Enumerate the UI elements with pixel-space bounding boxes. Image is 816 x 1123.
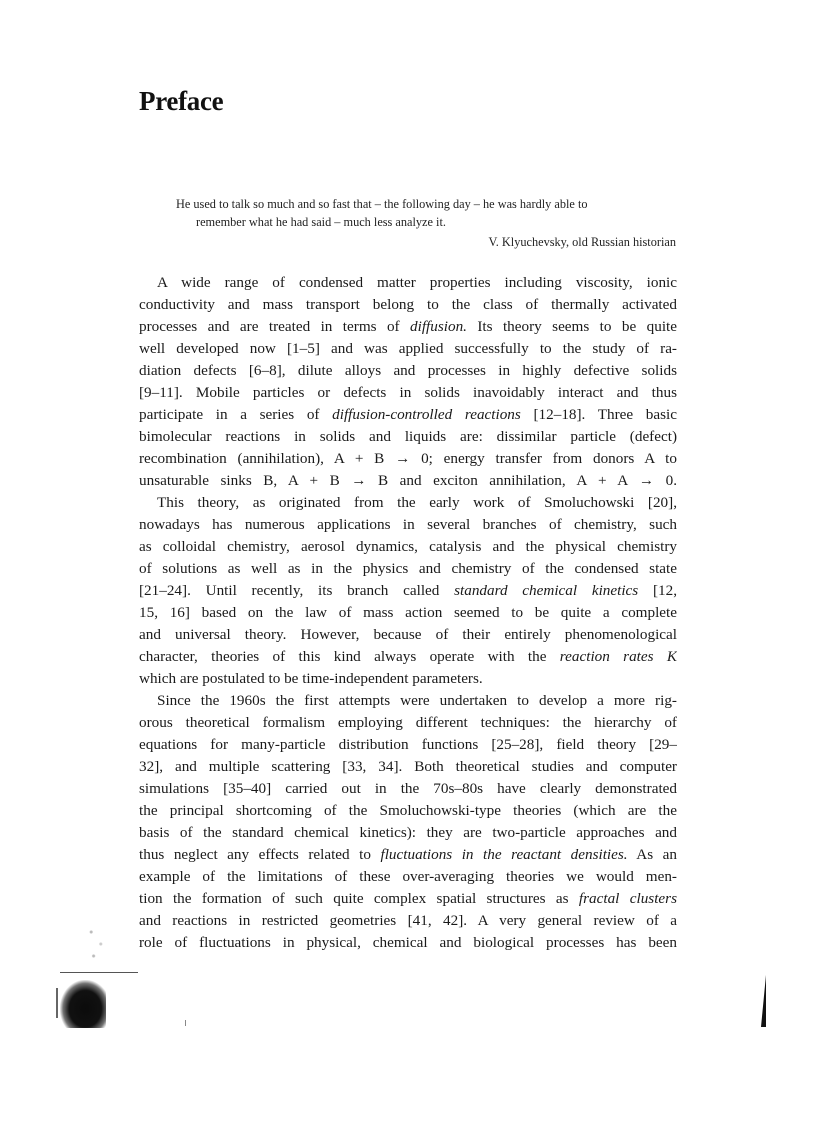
text-line: This theory, as originated from the early work of Smoluchowski [20],: [157, 494, 677, 511]
scan-edge-line: [60, 972, 138, 973]
italic-term: standard chemical kinetics: [454, 582, 639, 599]
scan-thumb-shadow: [60, 980, 106, 1028]
text-line: Since the 1960s the first attempts were undertaken to develop a more rig-: [157, 692, 677, 709]
text-line: thus neglect any effects related to fluctuations in the reactant densities. As an: [139, 846, 677, 863]
scan-edge-line: [56, 988, 58, 1018]
text-line: orous theoretical formalism employing different techniques: the hierarchy of: [139, 714, 677, 731]
text-line: role of fluctuations in physical, chemical and biological processes has been: [139, 934, 677, 951]
text-line: simulations [35–40] carried out in the 70s–80s have clearly demonstrated: [139, 780, 677, 797]
paragraph-2: [139, 492, 677, 690]
text-line: recombination (annihilation), A + B → 0; energy transfer from donors A to: [139, 450, 677, 467]
text-line: diation defects [6–8], dilute alloys and processes in highly defective solids: [139, 362, 677, 379]
text-line: A wide range of condensed matter properties including viscosity, ionic: [157, 274, 677, 291]
italic-term: diffusion-controlled reactions: [332, 406, 521, 423]
body-text: [139, 272, 677, 954]
text-line: participate in a series of diffusion-controlled reactions [12–18]. Three basic: [139, 406, 677, 423]
paragraph-1: [139, 272, 677, 492]
paragraph-3: [139, 690, 677, 954]
epigraph-attribution: V. Klyuchevsky, old Russian historian: [488, 235, 676, 249]
text-line: tion the formation of such quite complex spatial structures as fractal clusters: [139, 890, 677, 907]
italic-term: reaction rates K: [559, 648, 677, 665]
italic-term: fluctuations in the reactant densities.: [380, 846, 628, 863]
text-line: bimolecular reactions in solids and liquids are: dissimilar particle (defect): [139, 428, 677, 445]
page-title: Preface: [139, 86, 224, 116]
text-line: of solutions as well as in the physics and chemistry of the condensed state: [139, 560, 677, 577]
text-line: equations for many-particle distribution functions [25–28], field theory [29–: [139, 736, 677, 753]
text-line: which are postulated to be time-independent parameters.: [139, 670, 483, 687]
epigraph-line: He used to talk so much and so fast that – the following day – he was hardly able to: [176, 197, 588, 211]
scan-edge-shadow: [761, 975, 766, 1027]
italic-term: diffusion.: [410, 318, 467, 335]
epigraph-line: remember what he had said – much less analyze it.: [196, 214, 446, 229]
text-line: unsaturable sinks B, A + B → B and exciton annihilation, A + A → 0.: [139, 472, 677, 489]
text-line: well developed now [1–5] and was applied successfully to the study of ra-: [139, 340, 677, 357]
text-line: processes and are treated in terms of diffusion. Its theory seems to be quite: [139, 318, 677, 335]
text-line: nowadays has numerous applications in several branches of chemistry, such: [139, 516, 677, 533]
text-line: basis of the standard chemical kinetics): they are two-particle approaches and: [139, 824, 677, 841]
epigraph: [176, 196, 676, 252]
text-line: the principal shortcoming of the Smoluchowski-type theories (which are the: [139, 802, 677, 819]
text-line: as colloidal chemistry, aerosol dynamics, catalysis and the physical chemistry: [139, 538, 677, 555]
text-line: conductivity and mass transport belong to the class of thermally activated: [139, 296, 677, 313]
text-line: and universal theory. However, because of their entirely phenomenological: [139, 626, 677, 643]
text-line: example of the limitations of these over-averaging theories we would men-: [139, 868, 677, 885]
scan-noise: [84, 924, 108, 964]
text-line: and reactions in restricted geometries [41, 42]. A very general review of a: [139, 912, 677, 929]
scan-speck: [185, 1020, 186, 1026]
text-line: [21–24]. Until recently, its branch called standard chemical kinetics [12,: [139, 582, 677, 599]
text-line: character, theories of this kind always operate with the reaction rates K: [139, 648, 677, 665]
text-line: 32], and multiple scattering [33, 34]. Both theoretical studies and computer: [139, 758, 677, 775]
italic-term: fractal clusters: [578, 890, 677, 907]
text-line: 15, 16] based on the law of mass action seemed to be quite a complete: [139, 604, 677, 621]
text-line: [9–11]. Mobile particles or defects in solids inavoidably interact and thus: [139, 384, 677, 401]
